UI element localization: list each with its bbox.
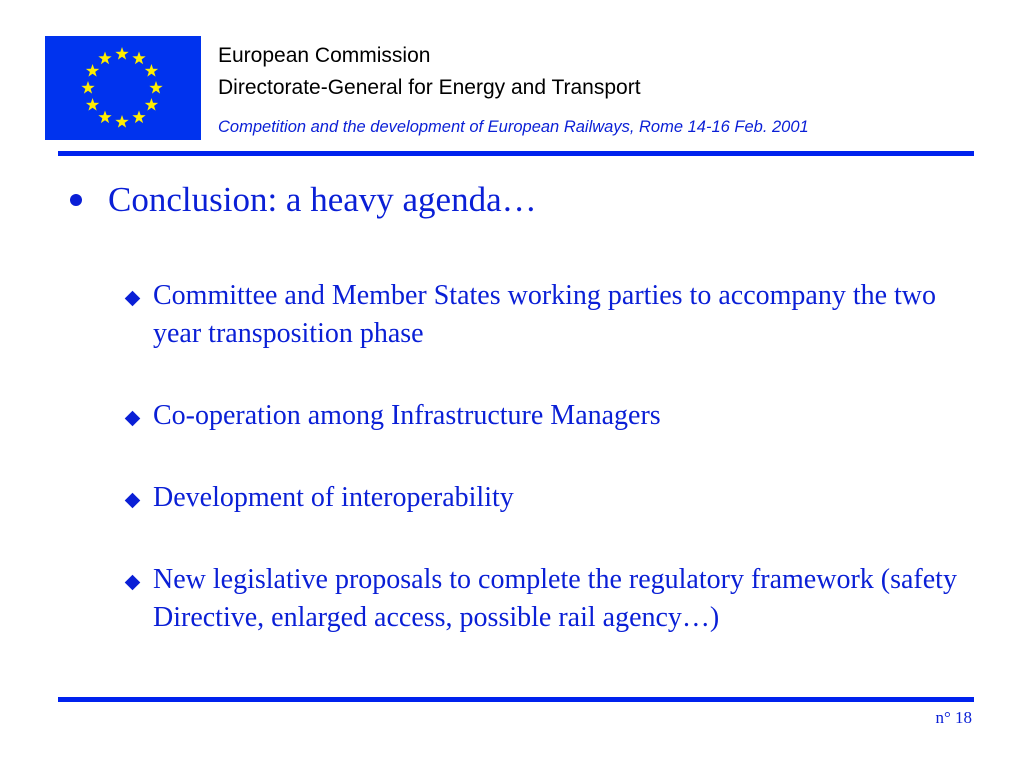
- event-subtitle: Competition and the development of European Railways, Rome 14-16 Feb. 2001: [218, 118, 809, 136]
- eu-flag-icon: [45, 36, 201, 140]
- agenda-item-3: Development of interoperability: [153, 482, 514, 513]
- eu-flag-stars: [45, 36, 201, 140]
- page-number: n° 18: [935, 708, 972, 727]
- flag-star-icon: [86, 64, 99, 77]
- flag-star-icon: [86, 98, 99, 111]
- header-divider: [58, 151, 974, 156]
- flag-star-icon: [145, 64, 158, 77]
- agenda-item-2: Co-operation among Infrastructure Managers: [153, 400, 661, 431]
- flag-star-icon: [98, 110, 111, 123]
- directorate-name: Directorate-General for Energy and Transport: [218, 76, 641, 99]
- flag-star-icon: [132, 110, 145, 123]
- footer-divider: [58, 697, 974, 702]
- diamond-bullet-icon: [125, 493, 141, 509]
- flag-star-icon: [145, 98, 158, 111]
- slide-heading: Conclusion: a heavy agenda…: [108, 180, 537, 219]
- diamond-bullet-icon: [125, 291, 141, 307]
- flag-star-icon: [81, 81, 94, 94]
- flag-star-icon: [149, 81, 162, 94]
- flag-star-icon: [115, 115, 128, 128]
- bullet-dot-icon: [70, 194, 82, 206]
- flag-star-icon: [98, 52, 111, 65]
- diamond-bullet-icon: [125, 411, 141, 427]
- diamond-bullet-icon: [125, 575, 141, 591]
- flag-star-icon: [115, 47, 128, 60]
- agenda-item-1: Committee and Member States working parties to accompany the two year transposition phase: [153, 280, 937, 349]
- flag-star-icon: [132, 52, 145, 65]
- organization-name: European Commission: [218, 44, 431, 67]
- agenda-item-4: New legislative proposals to complete the regulatory framework (safety Directive, enlarged access, possible rail agency…): [153, 564, 957, 633]
